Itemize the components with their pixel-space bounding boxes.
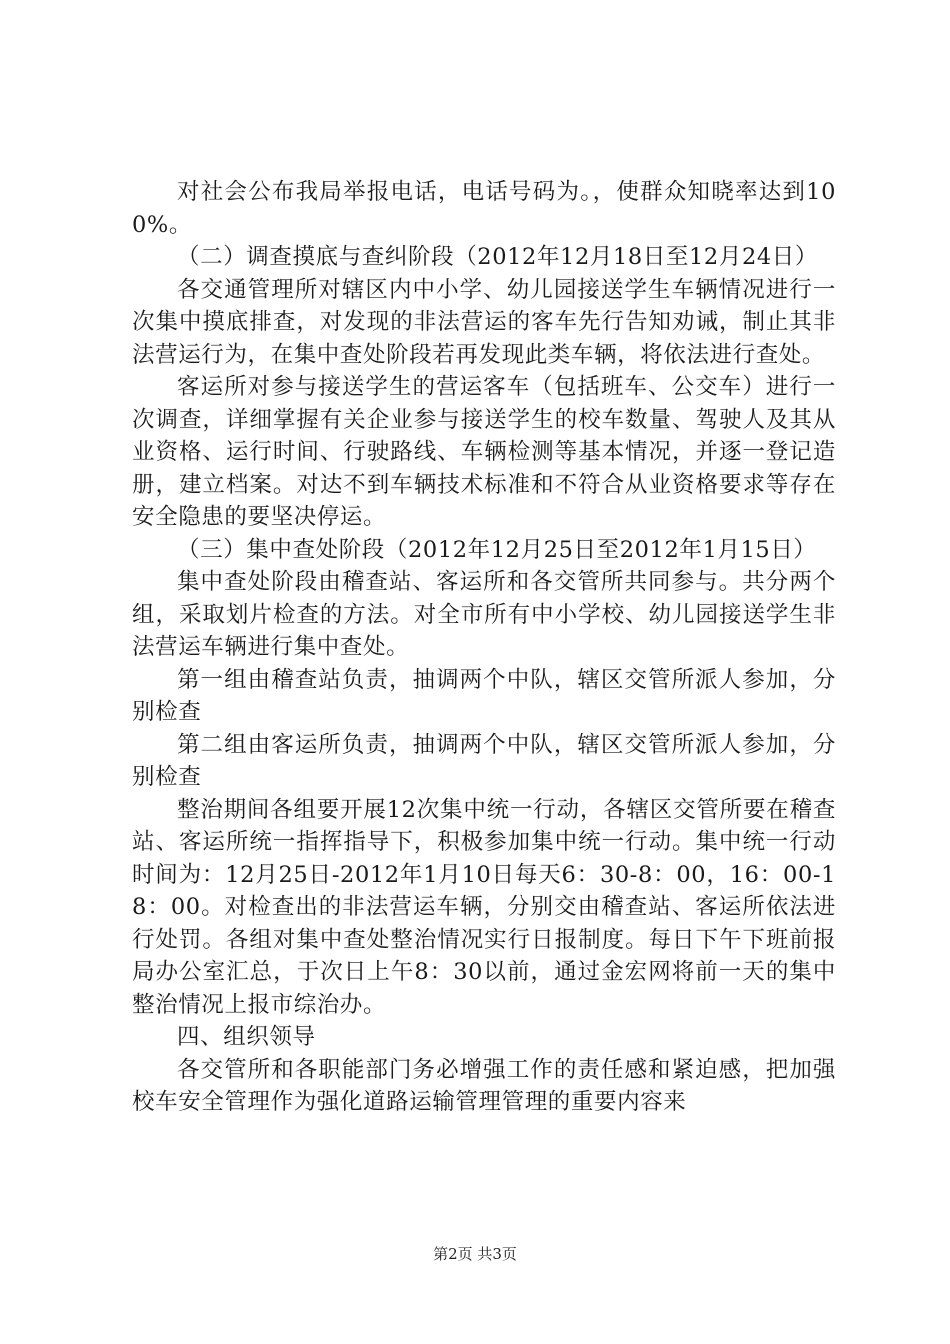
paragraph-organization: 各交管所和各职能部门务必增强工作的责任感和紧迫感，把加强校车安全管理作为强化道路运输管理管理的重要内容来 (132, 1056, 836, 1115)
paragraph-passenger-office-survey: 客运所对参与接送学生的营运客车（包括班车、公交车）进行一次调查，详细掌握有关企业参与接送学生的校车数量、驾驶人及其从业资格、运行时间、行驶路线、车辆检测等基本情况，并逐一登记造册，建立档案。对达不到车辆技术标准和不符合从业资格要求等存在安全隐患的要坚决停运。 (132, 374, 836, 530)
paragraph-joint-action: 整治期间各组要开展12次集中统一行动，各辖区交管所要在稽查站、客运所统一指挥指导下，积极参加集中统一行动。集中统一行动时间为：12月25日-2012年1月10日每天6：30-8：00，16：00-18：00。对检查出的非法营运车辆，分别交由稽查站、客运所依法进行处罚。各组对集中查处整治情况实行日报制度。每日下午下班前报局办公室汇总，于次日上午8：30以前，通过金宏网将前一天的集中整治情况上报市综治办。 (132, 796, 836, 1018)
paragraph-hotline: 对社会公布我局举报电话，电话号码为。，使群众知晓率达到100%。 (132, 179, 836, 238)
heading-organization: 四、组织领导 (177, 1024, 316, 1050)
paragraph-stage-three-overview: 集中查处阶段由稽查站、客运所和各交管所共同参与。共分两个组，采取划片检查的方法。对全市所有中小学校、幼儿园接送学生非法营运车辆进行集中查处。 (132, 569, 836, 660)
paragraph-group-two: 第二组由客运所负责，抽调两个中队，辖区交管所派人参加，分别检查 (132, 731, 836, 790)
heading-stage-two: （二）调查摸底与查纠阶段（2012年12月18日至12月24日） (177, 244, 818, 270)
page-number-footer: 第2页 共3页 (433, 1245, 517, 1263)
document-body (132, 176, 836, 1119)
paragraph-traffic-office-survey: 各交通管理所对辖区内中小学、幼儿园接送学生车辆情况进行一次集中摸底排查，对发现的非法营运的客车先行告知劝诫，制止其非法营运行为，在集中查处阶段若再发现此类车辆，将依法进行查处。 (132, 276, 836, 368)
paragraph-group-one: 第一组由稽查站负责，抽调两个中队，辖区交管所派人参加，分别检查 (132, 666, 836, 725)
heading-stage-three: （三）集中查处阶段（2012年12月25日至2012年1月15日） (177, 536, 817, 563)
